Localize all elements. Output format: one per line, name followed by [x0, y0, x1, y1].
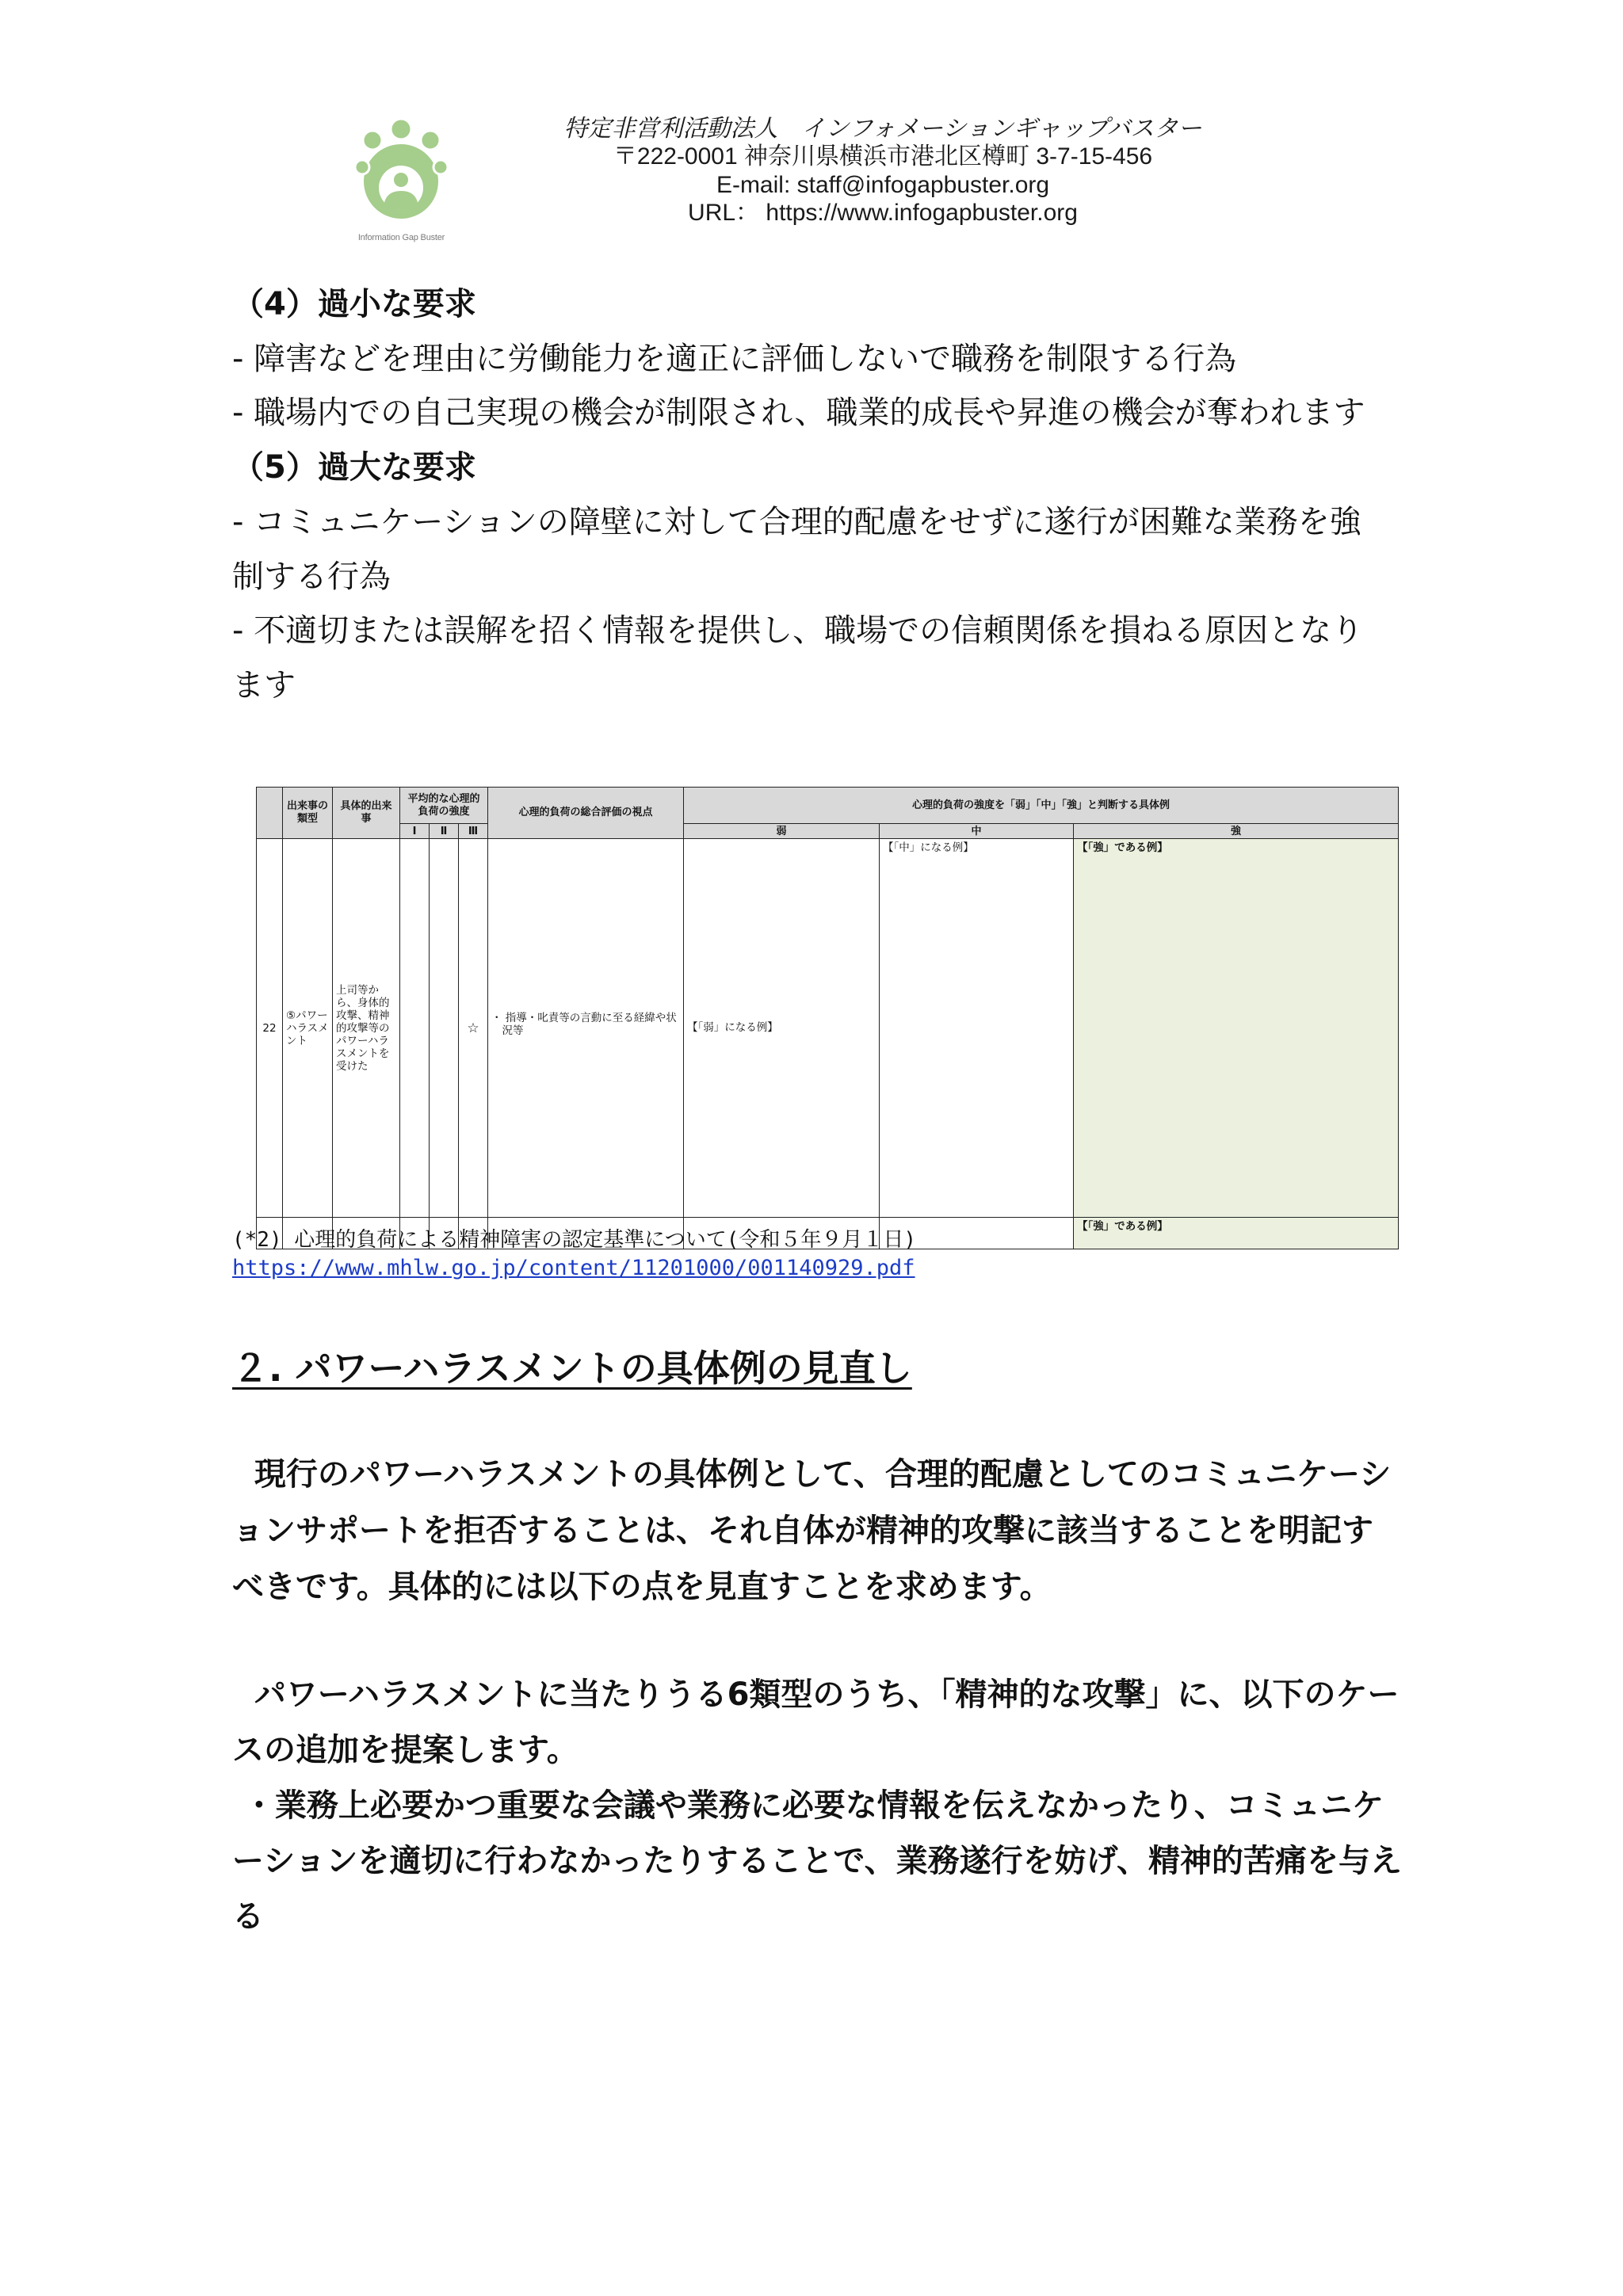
table-cell-number: 22: [257, 839, 283, 1218]
table-cell-event-type: ⑤パワーハラスメント: [283, 839, 333, 1218]
source-link[interactable]: https://www.mhlw.go.jp/content/11201000/001140929.pdf: [232, 1256, 915, 1280]
criteria-table-excerpt: [256, 787, 1398, 1233]
paragraph: [232, 1667, 1402, 1944]
table-cell-strong: [1074, 839, 1399, 1218]
source-title: (*2) 心理的負荷による精神障害の認定基準について(令和５年９月１日): [232, 1228, 917, 1252]
paragraph-line: パワーハラスメントに当たりうる6類型のうち、「精神的な攻撃」に、以下のケー: [232, 1676, 1400, 1713]
table-cell-strong-next: 【「強」である例】: [1074, 1218, 1399, 1249]
logo-caption: Information Gap Buster: [357, 233, 445, 242]
table-cell-viewpoint: [488, 839, 684, 1218]
paragraph-line: ョンサポートを拒否することは、それ自体が精神的攻撃に該当することを明記す: [232, 1512, 1373, 1549]
table-cell-level-1: [400, 839, 430, 1218]
organization-name: 特定非営利活動法人 インフォメーションギャップバスター: [563, 116, 1202, 142]
organization-address: 〒222-0001 神奈川県横浜市港北区樽町 3-7-15-456: [613, 143, 1153, 170]
body-line: - 障害などを理由に労働能力を適正に評価しないで職務を制限する行為: [232, 340, 1237, 377]
table-header-specific-event: 具体的出来事: [333, 788, 400, 839]
table-header-viewpoint: 心理的負荷の総合評価の視点: [488, 788, 684, 839]
table-header-level-3: Ⅲ: [459, 824, 488, 839]
body-line: - 職場内での自己実現の機会が制限され、職業的成長や昇進の機会が奪われます: [232, 395, 1365, 432]
paragraph-line: ーションを適切に行わなかったりすることで、業務遂行を妨げ、精神的苦痛を与え: [232, 1843, 1402, 1879]
table-header-examples: 心理的負荷の強度を「弱」「中」「強」と判断する具体例: [684, 788, 1399, 824]
paragraph-line: スの追加を提案します。: [232, 1732, 579, 1768]
viewpoint-list: [491, 1012, 680, 1037]
table-cell-specific-event: 上司等から、身体的攻撃、精神的攻撃等のパワーハラスメントを受けた: [333, 839, 400, 1218]
organization-email: E-mail: staff@infogapbuster.org: [716, 171, 1050, 198]
table-header-event-type: 出来事の類型: [283, 788, 333, 839]
paragraph-line: べきです。具体的には以下の点を見直すことを求めます。: [232, 1569, 1052, 1605]
viewpoint-item: ・ 指導・叱責等の言動に至る経緯や状況等: [491, 1011, 677, 1037]
section-heading: ２. パワーハラスメントの具体例の見直し: [232, 1347, 912, 1390]
paragraph: [232, 1447, 1391, 1615]
table-header-blank: [257, 788, 283, 839]
criteria-table: [256, 787, 1399, 1249]
table-header-level-2: Ⅱ: [430, 824, 459, 839]
body-line: - コミュニケーションの障壁に対して合理的配慮をせずに遂行が困難な業務を強: [232, 503, 1361, 540]
body-line: 制する行為: [232, 558, 391, 595]
table-header-average-strength: 平均的な心理的負荷の強度: [400, 788, 488, 824]
table-cell-level-3: ☆: [459, 839, 488, 1218]
table-header-strong: 強: [1074, 824, 1399, 839]
table-source-caption: [232, 1226, 916, 1283]
strong-title: 【「強」である例】: [1077, 841, 1168, 854]
subsection-heading: （4）過小な要求: [232, 286, 476, 322]
table-cell-weak: [684, 839, 880, 1218]
weak-title: 【「弱」になる例】: [687, 1021, 778, 1034]
organization-info: [487, 115, 1279, 227]
table-header-medium: 中: [880, 824, 1074, 839]
organization-logo: [353, 115, 449, 242]
people-circle-icon: [353, 115, 449, 222]
body-line: - 不適切または誤解を招く情報を提供し、職場での信頼関係を損ねる原因となり: [232, 612, 1364, 650]
table-header-level-1: Ⅰ: [400, 824, 430, 839]
demands-section: [232, 277, 1365, 713]
subsection-heading: （5）過大な要求: [232, 449, 476, 486]
paragraph-line: ・業務上必要かつ重要な会議や業務に必要な情報を伝えなかったり、コミュニケ: [232, 1787, 1384, 1824]
medium-title: 【「中」になる例】: [883, 841, 974, 854]
body-line: ます: [232, 666, 296, 704]
paragraph-line: る: [232, 1898, 264, 1935]
paragraph-line: 現行のパワーハラスメントの具体例として、合理的配慮としてのコミュニケーシ: [232, 1456, 1392, 1493]
table-cell-medium: [880, 839, 1074, 1218]
organization-url: URL： https://www.infogapbuster.org: [688, 199, 1078, 226]
table-cell-level-2: [430, 839, 459, 1218]
table-header-weak: 弱: [684, 824, 880, 839]
